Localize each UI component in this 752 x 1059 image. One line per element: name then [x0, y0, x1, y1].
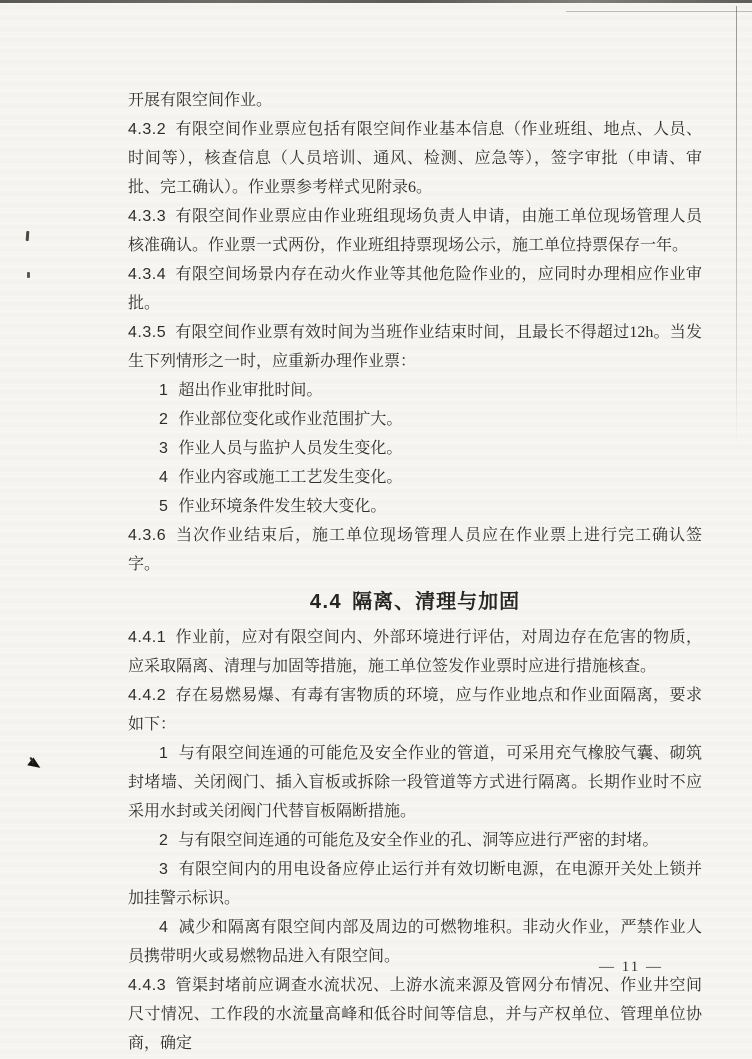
clause-text: 作业前，应对有限空间内、外部环境进行评估，对周边存在危害的物质，应采取隔离、清理与加固等措施，施工单位签发作业票时应进行措施核查。	[128, 629, 702, 675]
page-number: — 11 —	[599, 959, 663, 975]
item-number: 3	[159, 440, 169, 457]
item-text: 超出作业审批时间。	[178, 382, 323, 399]
paragraph-continuation	[128, 86, 702, 115]
list-item-1	[128, 376, 702, 405]
clause-4-4-1	[128, 623, 702, 681]
clause-text: 有限空间场景内存在动火作业等其他危险作业的，应同时办理相应作业审批。	[128, 266, 702, 312]
scan-artifact-top-edge	[0, 0, 752, 3]
list-item-5	[128, 492, 702, 521]
section-title: 隔离、清理与加固	[352, 591, 521, 613]
item-number: 5	[159, 498, 169, 515]
clause-text: 管渠封堵前应调查水流状况、上游水流来源及管网分布情况、作业井空间尺寸情况、工作段的水流量高峰和低谷时间等信息，并与产权单位、管理单位协商，确定	[128, 977, 702, 1052]
clause-number: 4.3.3	[128, 208, 167, 225]
clause-text: 有限空间作业票应包括有限空间作业基本信息（作业班组、地点、人员、时间等），核查信息（人员培训、通风、检测、应急等），签字审批（申请、审批、完工确认）。作业票参考样式见附录6。	[128, 121, 702, 196]
clause-number: 4.4.1	[128, 629, 167, 646]
paragraph-text: 开展有限空间作业。	[128, 92, 273, 109]
clause-4-3-2	[128, 115, 702, 202]
scan-artifact-top-edge-2	[566, 11, 752, 12]
section-number: 4.4	[309, 591, 343, 613]
scan-artifact-right-edge	[736, 6, 737, 446]
item-number: 2	[159, 832, 169, 849]
item-text: 作业部位变化或作业范围扩大。	[178, 411, 403, 428]
clause-4-4-2	[128, 681, 702, 739]
margin-mark-tick-2	[27, 272, 30, 278]
list-item-4-4-2-2	[128, 826, 702, 855]
margin-mark-tick-1	[26, 231, 30, 241]
clause-4-3-3	[128, 202, 702, 260]
clause-text: 当次作业结束后，施工单位现场管理人员应在作业票上进行完工确认签字。	[128, 527, 702, 573]
list-item-4	[128, 463, 702, 492]
clause-text: 有限空间作业票有效时间为当班作业结束时间，且最长不得超过12h。当发生下列情形之一时，应重新办理作业票：	[128, 324, 702, 370]
clause-text: 有限空间作业票应由作业班组现场负责人申请，由施工单位现场管理人员核准确认。作业票一式两份，作业班组持票现场公示，施工单位持票保存一年。	[128, 208, 702, 254]
item-number: 4	[159, 919, 169, 936]
item-number: 3	[159, 861, 169, 878]
item-text: 有限空间内的用电设备应停止运行并有效切断电源，在电源开关处上锁并加挂警示标识。	[128, 861, 702, 907]
item-text: 作业人员与监护人员发生变化。	[178, 440, 403, 457]
clause-number: 4.3.2	[128, 121, 167, 138]
item-text: 作业内容或施工工艺发生变化。	[178, 469, 403, 486]
clause-number: 4.4.2	[128, 687, 167, 704]
list-item-2	[128, 405, 702, 434]
clause-number: 4.3.6	[128, 527, 167, 544]
document-body	[128, 86, 702, 1058]
clause-4-3-5	[128, 318, 702, 376]
clause-4-3-6	[128, 521, 702, 579]
clause-number: 4.3.5	[128, 324, 167, 341]
clause-4-3-4	[128, 260, 702, 318]
clause-number: 4.4.3	[128, 977, 167, 994]
list-item-3	[128, 434, 702, 463]
item-text: 减少和隔离有限空间内部及周边的可燃物堆积。非动火作业，严禁作业人员携带明火或易燃物品进入有限空间。	[128, 919, 702, 965]
item-number: 1	[159, 382, 169, 399]
item-number: 2	[159, 411, 169, 428]
list-item-4-4-2-1	[128, 739, 702, 826]
item-text: 与有限空间连通的可能危及安全作业的孔、洞等应进行严密的封堵。	[178, 832, 659, 849]
clause-4-4-3	[128, 971, 702, 1058]
list-item-4-4-2-3	[128, 855, 702, 913]
clause-text: 存在易燃易爆、有毒有害物质的环境，应与作业地点和作业面隔离，要求如下：	[128, 687, 702, 733]
section-heading-4-4	[128, 586, 702, 618]
item-number: 4	[159, 469, 169, 486]
item-text: 作业环境条件发生较大变化。	[178, 498, 387, 515]
clause-number: 4.3.4	[128, 266, 167, 283]
item-text: 与有限空间连通的可能危及安全作业的管道，可采用充气橡胶气囊、砌筑封堵墙、关闭阀门、插入盲板或拆除一段管道等方式进行隔离。长期作业时不应采用水封或关闭阀门代替盲板隔断措施。	[128, 745, 702, 820]
item-number: 1	[159, 745, 169, 762]
